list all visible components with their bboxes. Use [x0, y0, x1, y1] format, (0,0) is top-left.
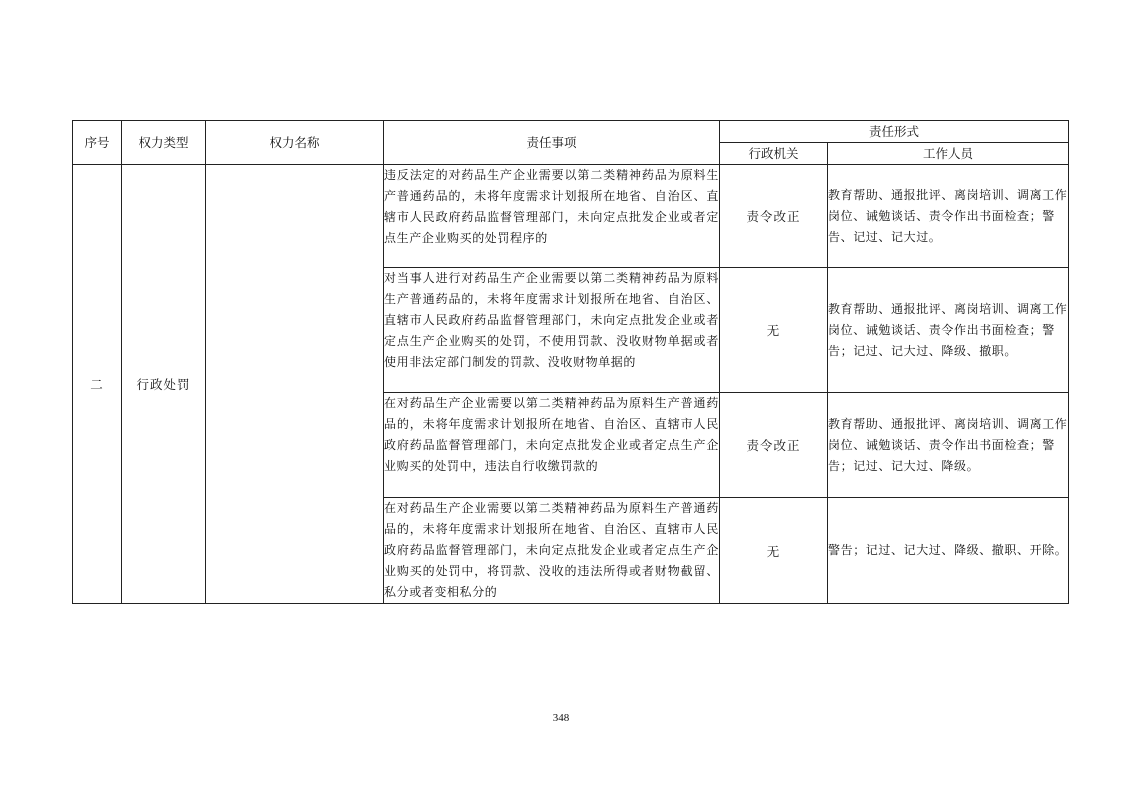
page-number: 348: [552, 712, 570, 724]
responsibility-table: [72, 120, 1069, 604]
header-matter: 责任事项: [384, 121, 720, 165]
staff-form: 教育帮助、通报批评、离岗培训、调离工作岗位、诫勉谈话、责令作出书面检查；警告、记过、记大过。: [828, 165, 1069, 268]
agency-form: 无: [720, 268, 828, 393]
staff-form: 教育帮助、通报批评、离岗培训、调离工作岗位、诫勉谈话、责令作出书面检查；警告；记过、记大过、降级。: [828, 393, 1069, 498]
header-staff: 工作人员: [828, 143, 1069, 165]
staff-form: 警告；记过、记大过、降级、撤职、开除。: [828, 498, 1069, 604]
group-seq: 二: [73, 165, 122, 604]
header-power-type: 权力类型: [122, 121, 206, 165]
header-agency: 行政机关: [720, 143, 828, 165]
group-power-name: [206, 165, 384, 604]
header-row: [73, 121, 1069, 143]
header-form: 责任形式: [720, 121, 1069, 143]
header-seq: 序号: [73, 121, 122, 165]
staff-form: 教育帮助、通报批评、离岗培训、调离工作岗位、诫勉谈话、责令作出书面检查；警告；记过、记大过、降级、撤职。: [828, 268, 1069, 393]
responsibility-matter: 在对药品生产企业需要以第二类精神药品为原料生产普通药品的，未将年度需求计划报所在地省、自治区、直辖市人民政府药品监督管理部门，未向定点批发企业或者定点生产企业购买的处罚中，将罚款、没收的违法所得或者财物截留、私分或者变相私分的: [384, 498, 720, 604]
responsibility-matter: 在对药品生产企业需要以第二类精神药品为原料生产普通药品的，未将年度需求计划报所在地省、自治区、直辖市人民政府药品监督管理部门，未向定点批发企业或者定点生产企业购买的处罚中，违法自行收缴罚款的: [384, 393, 720, 498]
agency-form: 无: [720, 498, 828, 604]
header-power-name: 权力名称: [206, 121, 384, 165]
agency-form: 责令改正: [720, 393, 828, 498]
responsibility-matter: 对当事人进行对药品生产企业需要以第二类精神药品为原料生产普通药品的，未将年度需求计划报所在地省、自治区、直辖市人民政府药品监督管理部门，未向定点批发企业或者定点生产企业购买的处罚，不使用罚款、没收财物单据或者使用非法定部门制发的罚款、没收财物单据的: [384, 268, 720, 393]
agency-form: 责令改正: [720, 165, 828, 268]
group-power-type: 行政处罚: [122, 165, 206, 604]
responsibility-matter: 违反法定的对药品生产企业需要以第二类精神药品为原料生产普通药品的，未将年度需求计划报所在地省、自治区、直辖市人民政府药品监督管理部门，未向定点批发企业或者定点生产企业购买的处罚程序的: [384, 165, 720, 268]
table-row: [73, 165, 1069, 268]
